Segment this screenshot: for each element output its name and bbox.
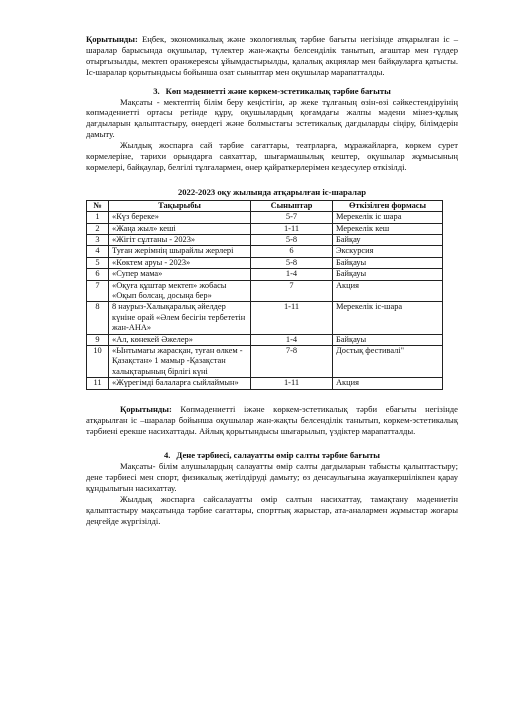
cell-form: Байқауы: [333, 257, 443, 268]
table-row: [87, 235, 443, 246]
cell-form: Мерекелік кеш: [333, 223, 443, 234]
table-row: [87, 378, 443, 389]
section-3-heading: [86, 86, 458, 97]
cell-topic: «Көктем аруы - 2023»: [109, 257, 251, 268]
cell-topic: «Жүрегімді балаларға сыйлаймын»: [109, 378, 251, 389]
table-row: [87, 334, 443, 345]
cell-form: Мерекелік іс шара: [333, 212, 443, 223]
section-3-paragraph-1: Мақсаты - мектептің білім беру кеңістігін, әр жеке тұлғаның өзін-өзі сәйкестендіруінің көпмәдениетті ортаcы ретінде құру, оқушылардың қоғамдағы жалпы мәдени мінез-құлық дағдыларын қалыптастыру, өнердегі және болмыстағы эстетикалық дағдыларды сіңіру, білімдерін дамыту.: [86, 96, 458, 140]
cell-classes: 5-8: [251, 257, 333, 268]
section-3-conclusion: [86, 404, 458, 437]
table-row: [87, 269, 443, 280]
cell-topic: «Жігіт сұлтаны - 2023»: [109, 235, 251, 246]
cell-number: 4: [87, 246, 109, 257]
cell-form: Акция: [333, 280, 443, 302]
cell-topic: «Жаңа жыл» кеші: [109, 223, 251, 234]
table-row: [87, 302, 443, 334]
cell-topic: Туған жерімнің шырайлы жерлері: [109, 246, 251, 257]
cell-number: 9: [87, 334, 109, 345]
cell-classes: 1-11: [251, 223, 333, 234]
cell-form: Байқауы: [333, 334, 443, 345]
header-number: №: [87, 200, 109, 211]
cell-number: 8: [87, 302, 109, 334]
section-3-paragraph-2: Жылдық жоспарға сай тәрбие сағаттары, театрларға, мұражайларға, көркем сурет көрмелеріне, тарихи орындарға саяхаттар, шығармашылық кештер, оқушылар жұмысының көрмелері, байқаулар, белгілі тұлғалармен, өнер қайраткерлерімен кездесулер өткізілді.: [86, 140, 458, 172]
cell-topic: «Оқуға құштар мектеп» жобасы «Оқып болсаң, досыңа бер»: [109, 280, 251, 302]
table-header-row: [87, 200, 443, 211]
cell-classes: 5-8: [251, 235, 333, 246]
table-row: [87, 212, 443, 223]
cell-classes: 1-4: [251, 334, 333, 345]
table-row: [87, 280, 443, 302]
cell-number: 2: [87, 223, 109, 234]
cell-number: 7: [87, 280, 109, 302]
cell-classes: 1-11: [251, 378, 333, 389]
cell-topic: «Супер мама»: [109, 269, 251, 280]
table-title: 2022-2023 оқу жылында атқарылған іс-шаралар: [177, 186, 367, 197]
intro-label: Қорытынды:: [86, 34, 138, 44]
cell-number: 1: [87, 212, 109, 223]
cell-topic: «Күз береке»: [109, 212, 251, 223]
header-classes: Сыныптар: [251, 200, 333, 211]
cell-classes: 7-8: [251, 346, 333, 378]
cell-number: 6: [87, 269, 109, 280]
table-row: [87, 346, 443, 378]
intro-text: Еңбек, экономикалық және экологиялық тәрбие бағыты негізінде атқарылған іс –шаралар барысында оқушылар, түлектер жан-жақты белсенділік танытып, ағаштар мен гүлдер отырғызылды, мектеп оранжереясы ұйымдастырылды, қалалық акциялар мен байқауларға қатысты. Іс-шаралар қорытындысы бойынша озат сыныптар мен оқушылар марапатталды.: [86, 34, 458, 77]
cell-classes: 5-7: [251, 212, 333, 223]
cell-form: Байқауы: [333, 269, 443, 280]
cell-form: Экскурсия: [333, 246, 443, 257]
cell-number: 5: [87, 257, 109, 268]
conclusion-text: Көпмәдениетті іжәне көркем-эстетикалық тәрби ебағыты негізінде атқарылған іс –шаралар бойынша оқушылар жан-жақты белсенділік танытып, көркем-эстетикалық тәрбиені ерекше насихаттады. Айлық қорытындысы шығарылып, үздіктер марапатталды.: [86, 403, 458, 436]
header-form: Өткізілген формасы: [333, 200, 443, 211]
intro-conclusion: [86, 34, 458, 78]
cell-classes: 7: [251, 280, 333, 302]
header-topic: Тақырыбы: [109, 200, 251, 211]
cell-classes: 1-11: [251, 302, 333, 334]
cell-topic: «Ал, көнекей Әжелер»: [109, 334, 251, 345]
section-4-title: Дене тәрбиесі, салауатты өмір салты тәрбие бағыты: [176, 450, 381, 461]
table-row: [87, 223, 443, 234]
table-row: [87, 246, 443, 257]
section-3-title: Көп мәдениетті және көркем-эстетикалық тәрбие бағыты: [165, 85, 391, 96]
cell-form: Мерекелік іс-шара: [333, 302, 443, 334]
cell-topic: «Ынтымағы жарасқан, туған өлкем - Қазақстан» 1 мамыр -Қазақстан халықтарының бірлігі күні: [109, 346, 251, 378]
section-4-heading: [86, 450, 458, 461]
cell-form: Акция: [333, 378, 443, 389]
conclusion-label: Қорытынды:: [120, 403, 172, 414]
events-table: [86, 200, 443, 390]
cell-number: 10: [87, 346, 109, 378]
section-3-number: 3.: [153, 85, 160, 96]
cell-number: 3: [87, 235, 109, 246]
cell-topic: 8 наурыз-Халықаралық әйелдер күніне орай «Әлем бесігін тербететін жан-АНА»: [109, 302, 251, 334]
section-4-paragraph-2: Жылдық жоспарға сайсалауатты өмір салтын насихаттау, тамақтану мәдениетін қалыптастыру мақсатында тәрбие сағаттары, спорттық жарыстар, ата-аналармен жұмыстар жоғары деңгейде жүргізілді.: [86, 494, 458, 526]
cell-form: Достық фестивалі": [333, 346, 443, 378]
section-4-number: 4.: [163, 450, 171, 461]
cell-classes: 6: [251, 246, 333, 257]
table-row: [87, 257, 443, 268]
cell-form: Байқау: [333, 235, 443, 246]
cell-classes: 1-4: [251, 269, 333, 280]
section-4-paragraph-1: Мақсаты- білім алушылардың салауатты өмір салты дағдыларын табысты қалыптастыру; дене тәрбиесі мен спорт, физикалық жетілдіруді дамыту; өз денсаулығына жауапкершілікпен қарау құндылығын насихаттау.: [86, 461, 458, 494]
cell-number: 11: [87, 378, 109, 389]
